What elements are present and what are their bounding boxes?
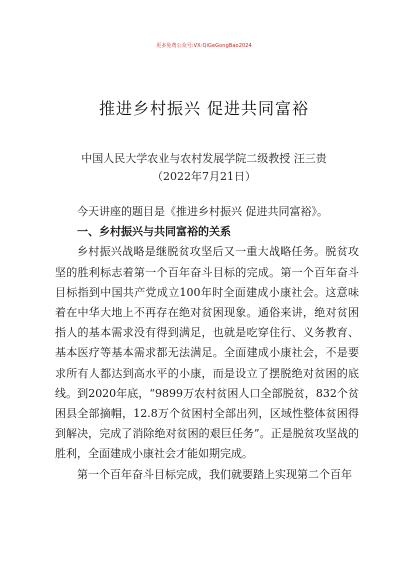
intro-paragraph: 今天讲座的题目是《推进乡村振兴 促进共同富裕》。 [77, 205, 328, 218]
date-line: （2022年7月21日） [152, 170, 256, 183]
watermark-text: 更多免费公众号:VX:QiGeGongBao2024 [156, 43, 252, 49]
author-line: 中国人民大学农业与农村发展学院二级教授 汪三贵 [81, 152, 327, 165]
document-body [55, 202, 359, 485]
body-paragraph: 乡村振兴战略是继脱贫攻坚后又一重大战略任务。脱贫攻坚的胜利标志着第一个百年奋斗目标的完成。第一个百年奋斗目标指到中国共产党成立100年时全面建成小康社会。这意味着在中华大地上不再存在绝对贫困现象。通俗来讲，绝对贫困指人的基本需求没有得到满足，也就是吃穿住行、义务教育、基本医疗等基本需求都无法满足。全面建成小康社会，不是要求所有人都达到高水平的小康，而是设立了摆脱绝对贫困的底线。到2020年底，“9899万农村贫困人口全部脱贫，832个贫困县全部摘帽，12.8万个贫困村全部出列，区域性整体贫困得到解决，完成了消除绝对贫困的艰巨任务”。正是脱贫攻坚战的胜利，全面建成小康社会才能如期完成。 [55, 245, 359, 461]
section-heading: 一、乡村振兴与共同富裕的关系 [77, 225, 231, 239]
body-paragraph: 第一个百年奋斗目标完成，我们就要踏上实现第二个百年 [77, 467, 352, 481]
document-title: 推进乡村振兴 促进共同富裕 [98, 99, 310, 118]
